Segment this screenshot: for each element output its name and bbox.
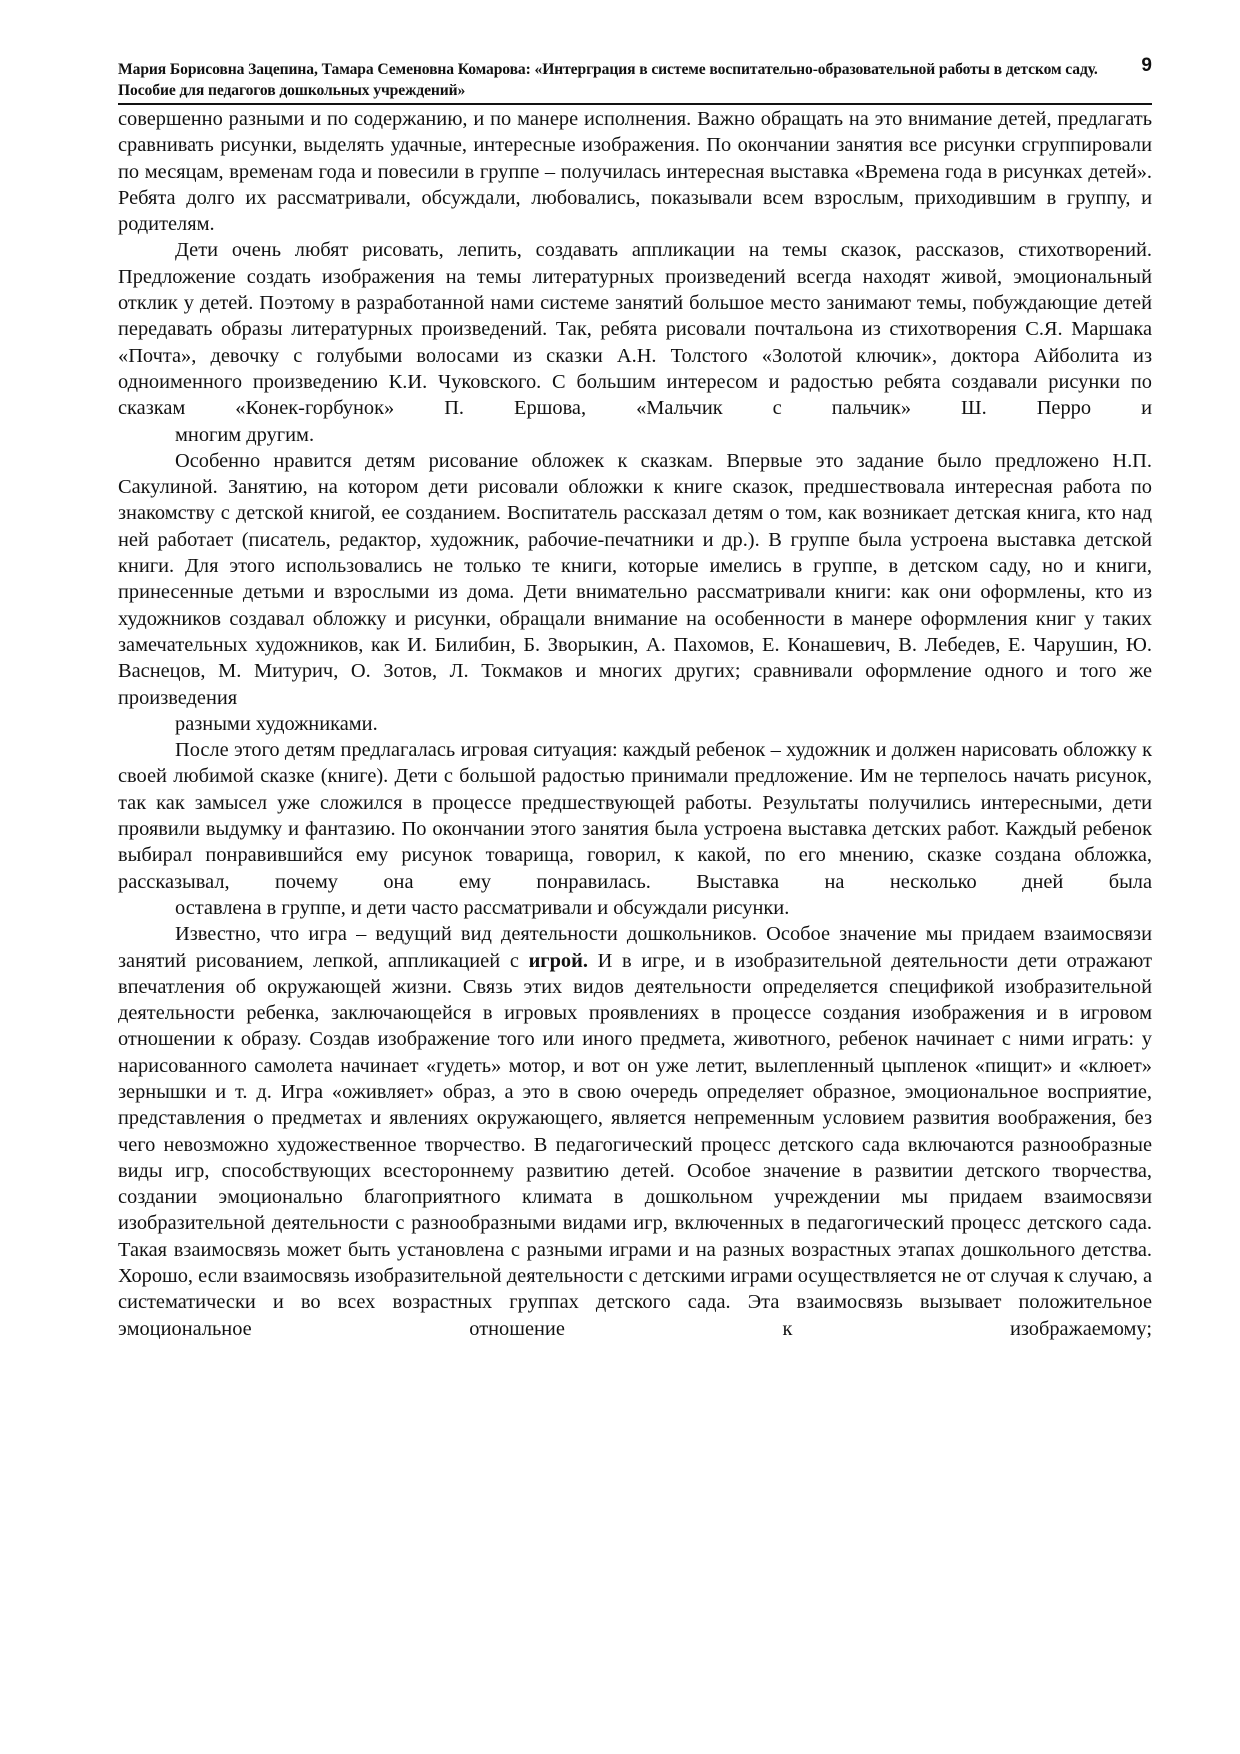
paragraph-5-text-start: Известно, что игра – ведущий вид деятельности дошкольников. Особое значение мы придаем взаимосвязи занятий рисованием, лепкой, аппликацией с (118, 923, 1152, 972)
paragraph-3 (118, 448, 1152, 737)
paragraph-2 (118, 237, 1152, 447)
paragraph-1 (118, 106, 1152, 237)
paragraph-1-last-line: родителям. (118, 213, 215, 236)
paragraph-1-text: совершенно разными и по содержанию, и по манере исполнения. Важно обращать на это внимание детей, предлагать сравнивать рисунки, выделять удачные, интересные изображения. По окончании занятия все рисунки сгруппировали по месяцам, временам года и повесили в группе – получилась интересная выставка «Времена года в рисунках детей». Ребята долго их рассматривали, обсуждали, любовались, показывали всем взрослым, приходившим в группу, и (118, 108, 1152, 209)
paragraph-4-text: После этого детям предлагалась игровая ситуация: каждый ребенок – художник и должен нарисовать обложку к своей любимой сказке (книге). Дети с большой радостью принимали предложение. Им не терпелось начать рисунок, так как замысел уже сложился в процессе предшествующей работы. Результаты получились интересными, дети проявили выдумку и фантазию. По окончании этого занятия была устроена выставка детских работ. Каждый ребенок выбирал понравившийся ему рисунок товарища, говорил, к какой, по его мнению, сказке создана обложка, рассказывал, почему она ему понравилась. Выставка на несколько дней была (118, 739, 1152, 893)
paragraph-3-text: Особенно нравится детям рисование обложек к сказкам. Впервые это задание было предложено Н.П. Сакулиной. Занятию, на котором дети рисовали обложки к книге сказок, предшествовала интересная работа по знакомству с детской книгой, ее созданием. Воспитатель рассказал детям о том, как возникает детская книга, кто над ней работает (писатель, редактор, художник, рабочие-печатники и др.). В группе была устроена выставка детской книги. Для этого использовались не только те книги, которые имелись в группе, в детском саду, но и книги, принесенные детьми и взрослыми из дома. Дети внимательно рассматривали книги: как они оформлены, кто из художников создавал обложку и рисунки, обращали внимание на особенности в манере оформления книг у таких замечательных художников, как И. Билибин, Б. Зворыкин, А. Пахомов, Е. Конашевич, В. Лебедев, Е. Чарушин, Ю. Васнецов, М. Митурич, О. Зотов, Л. Токмаков и многих других; сравнивали оформление одного и того же произведения (118, 449, 1152, 709)
running-header (118, 57, 1152, 105)
paragraph-5-bold-term: игрой. (528, 949, 588, 972)
paragraph-2-text: Дети очень любят рисовать, лепить, создавать аппликации на темы сказок, рассказов, стихотворений. Предложение создать изображения на темы литературных произведений всегда находят живой, эмоциональный отклик у детей. Поэтому в разработанной нами системе занятий большое место занимают темы, побуждающие детей передавать образы литературных произведений. Так, ребята рисовали почтальона из стихотворения С.Я. Маршака «Почта», девочку с голубыми волосами из сказки А.Н. Толстого «Золотой ключик», доктора Айболита из одноименного произведению К.И. Чуковского. С большим интересом и радостью ребята создавали рисунки по сказкам «Конек-горбунок» П. Ершова, «Мальчик с пальчик» Ш. Перро и (118, 239, 1152, 420)
paragraph-2-last-line: многим другим. (175, 423, 315, 446)
paragraph-4-last-line: оставлена в группе, и дети часто рассматривали и обсуждали рисунки. (175, 896, 790, 919)
paragraph-4 (118, 737, 1152, 921)
paragraph-5-text-end: И в игре, и в изобразительной деятельности дети отражают впечатления об окружающей жизни. Связь этих видов деятельности определяется спецификой изобразительной деятельности ребенка, заключающейся в игровых проявлениях в процессе создания изображения и в игровом отношении к образу. Создав изображение того или иного предмета, животного, ребенок начинает с ними играть: у нарисованного самолета начинает «гудеть» мотор, и вот он уже летит, вылепленный цыпленок «пищит» и «клюет» зернышки и т. д. Игра «оживляет» образ, а это в свою очередь определяет образное, эмоциональное восприятие, представления о предметах и явлениях окружающего, является непременным условием развития воображения, без чего невозможно художественное творчество. В педагогический процесс детского сада включаются разнообразные виды игр, способствующих всестороннему развитию детей. Особое значение в развитии детского творчества, создании эмоционально благоприятного климата в дошкольном учреждении мы придаем взаимосвязи изобразительной деятельности с разнообразными видами игр, включенных в педагогический процесс детского сада. Такая взаимосвязь может быть установлена с разными играми и на разных возрастных этапах дошкольного детства. Хорошо, если взаимосвязь изобразительной деятельности с детскими играми осуществляется не от случая к случаю, а систематически и во всех возрастных группах детского сада. Эта взаимосвязь вызывает положительное эмоциональное отношение к изображаемому; (118, 949, 1152, 1340)
paragraph-5 (118, 921, 1152, 1342)
body-text (118, 106, 1152, 1342)
paragraph-3-last-line: разными художниками. (175, 712, 378, 735)
header-title: Мария Борисовна Зацепина, Тамара Семеновна Комарова: «Интергрaция в системе воспитательно-образовательной работы в детском саду. Пособие для педагогов дошкольных учреждений» (118, 61, 1098, 99)
page-number: 9 (1141, 55, 1152, 76)
